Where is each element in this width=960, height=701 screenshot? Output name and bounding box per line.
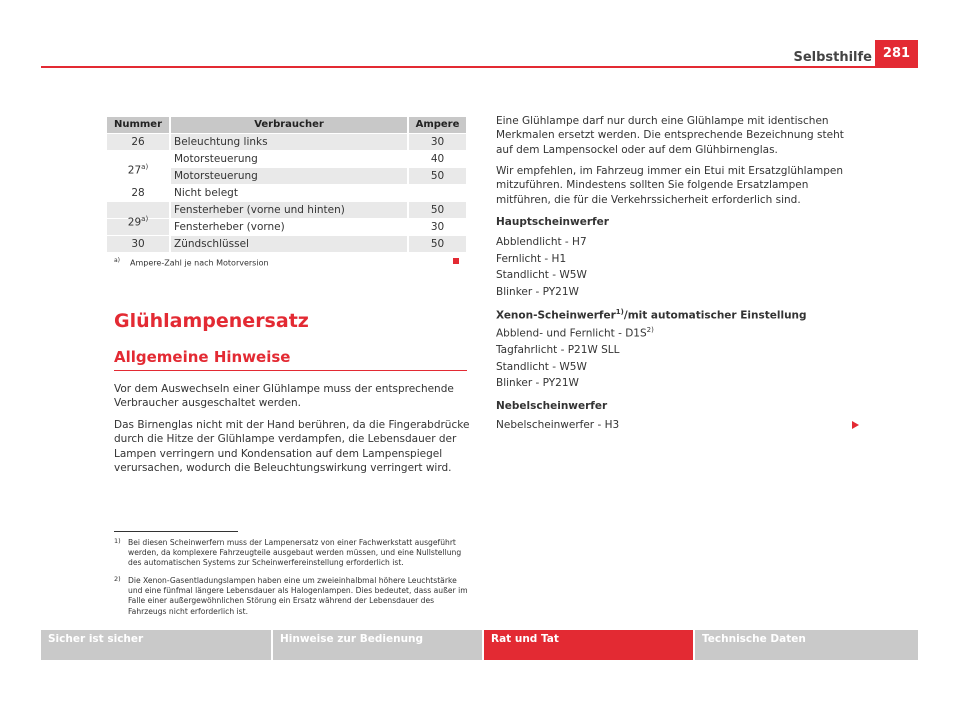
footnote-rule xyxy=(114,531,238,532)
cell-verbraucher: Zündschlüssel xyxy=(171,236,407,252)
footnote-ref: a) xyxy=(141,215,149,223)
lamp-item-text: Abblend- und Fernlicht - D1S xyxy=(496,327,647,340)
lamp-item: Abblendlicht - H7 xyxy=(496,236,587,248)
cell-verbraucher: Fensterheber (vorne und hinten) xyxy=(171,202,407,218)
cell-ampere: 50 xyxy=(409,236,466,252)
nummer-value: 29 xyxy=(127,216,142,229)
cell-ampere: 50 xyxy=(409,168,466,184)
table-row xyxy=(107,134,466,151)
cell-ampere: 30 xyxy=(409,134,466,150)
lamp-group-heading xyxy=(496,308,807,322)
lamp-item: Standlicht - W5W xyxy=(496,269,587,281)
nav-tab-rat-und-tat[interactable]: Rat und Tat xyxy=(484,630,693,660)
lamp-item xyxy=(496,326,654,340)
paragraph: Eine Glühlampe darf nur durch eine Glühlampe mit identischen Merkmalen ersetzt werden. Die entsprechende Bezeichnung steht auf dem Lampensockel oder auf dem Glühbirnenglas. xyxy=(496,115,844,156)
cell-verbraucher: Motorsteuerung xyxy=(171,151,407,167)
cell-verbraucher: Beleuchtung links xyxy=(171,134,407,150)
nav-tab-sicher-ist-sicher[interactable]: Sicher ist sicher xyxy=(41,630,271,660)
paragraph: Vor dem Auswechseln einer Glühlampe muss der entsprechende Verbraucher ausgeschaltet werden. xyxy=(114,383,454,410)
nummer-value: 27 xyxy=(127,164,142,177)
cell-verbraucher: Motorsteuerung xyxy=(171,168,407,184)
cell-nummer: 28 xyxy=(107,185,169,201)
nav-tab-hinweise-zur-bedienung[interactable]: Hinweise zur Bedienung xyxy=(273,630,482,660)
column-header-nummer: Nummer xyxy=(107,117,169,133)
header-rule xyxy=(41,66,918,68)
section-heading: Glühlampenersatz xyxy=(114,310,309,332)
subsection-rule xyxy=(114,370,467,371)
cell-ampere: 40 xyxy=(409,151,466,167)
lamp-group-heading: Nebelscheinwerfer xyxy=(496,400,608,412)
lamp-item: Fernlicht - H1 xyxy=(496,253,567,265)
lamp-group-heading: Hauptscheinwerfer xyxy=(496,216,609,228)
continue-arrow-icon xyxy=(852,421,859,429)
cell-ampere: 50 xyxy=(409,202,466,218)
heading-text-rest: /mit automatischer Einstellung xyxy=(623,309,807,322)
footnote xyxy=(114,576,470,617)
table-row xyxy=(107,185,466,202)
lamp-item: Standlicht - W5W xyxy=(496,361,587,373)
table-row xyxy=(107,236,466,253)
cell-nummer: 30 xyxy=(107,236,169,252)
paragraph: Wir empfehlen, im Fahrzeug immer ein Etui mit Ersatzglühlampen mitzuführen. Mindestens sollten Sie folgende Ersatzlampen mitführen, die für die Verkehrssicherheit erforderlich sind. xyxy=(496,165,844,206)
cell-nummer: 26 xyxy=(107,134,169,150)
paragraph: Das Birnenglas nicht mit der Hand berühren, da die Fingerabdrücke durch die Hitze der Glühlampe verdampfen, die Lebensdauer der Lampen verringern und Kondensation auf dem Lampenspiegel verursachen, wodurch die Beleuchtungswirkung verringert wird. xyxy=(114,419,470,474)
table-footnote-marker: a) xyxy=(114,257,121,264)
fuse-table xyxy=(107,117,466,253)
merged-cell-nummer xyxy=(107,202,169,236)
footnote-ref: a) xyxy=(141,163,149,171)
footnote-text: Die Xenon-Gasentladungslampen haben eine um zweieinhalbmal höhere Leuchtstärke und eine fünfmal längere Lebensdauer als Halogenlampen. Dies bedeutet, dass außer im Falle einer außergewöhnlichen Störung ein Ersatz während der Lebensdauer des Fahrzeugs nicht erforderlich ist. xyxy=(128,576,468,616)
lamp-item: Tagfahrlicht - P21W SLL xyxy=(496,344,620,356)
merged-cell-nummer xyxy=(107,150,169,184)
lamp-item: Nebelscheinwerfer - H3 xyxy=(496,419,620,431)
subsection-heading: Allgemeine Hinweise xyxy=(114,348,291,366)
section-title: Selbsthilfe xyxy=(793,50,872,65)
page-number: 281 xyxy=(875,40,918,66)
footnote-number: 2) xyxy=(114,575,121,583)
footnote-number: 1) xyxy=(114,537,121,545)
column-header-ampere: Ampere xyxy=(409,117,466,133)
table-header-row xyxy=(107,117,466,134)
lamp-item: Blinker - PY21W xyxy=(496,286,579,298)
footnote-text: Bei diesen Scheinwerfern muss der Lampenersatz von einer Fachwerkstatt ausgeführt werden, da komplexere Fahrzeugteile ausgebaut werden müssen, und eine Nullstellung des automatischen Systems zur Scheinwerfereinstellung erforderlich ist. xyxy=(128,538,462,568)
footnote xyxy=(114,538,470,569)
footnote-ref: 1) xyxy=(615,308,624,316)
table-footnote-text: Ampere-Zahl je nach Motorversion xyxy=(130,258,269,268)
table-footnote xyxy=(114,257,269,268)
heading-text: Xenon-Scheinwerfer xyxy=(496,309,616,322)
column-header-verbraucher: Verbraucher xyxy=(171,117,407,133)
lamp-item: Blinker - PY21W xyxy=(496,377,579,389)
cell-verbraucher: Fensterheber (vorne) xyxy=(171,219,407,235)
footnote-ref: 2) xyxy=(646,326,654,334)
cell-verbraucher: Nicht belegt xyxy=(171,185,407,201)
nav-tab-technische-daten[interactable]: Technische Daten xyxy=(695,630,918,660)
cell-ampere xyxy=(409,185,466,201)
cell-ampere: 30 xyxy=(409,219,466,235)
end-marker-icon xyxy=(453,258,459,264)
